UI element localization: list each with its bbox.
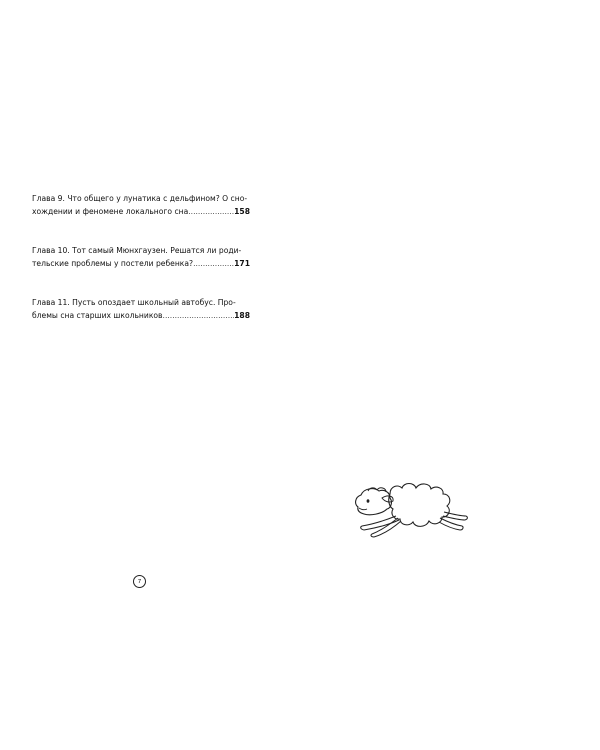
- toc-leader-dots: [188, 206, 234, 219]
- toc-page-number: 171: [234, 258, 250, 268]
- toc-entry-title: Глава 11. Пусть опоздает школьный автобус. Про-: [32, 298, 236, 307]
- toc-entry-chapter-11: [32, 297, 250, 322]
- sheep-icon: [344, 474, 470, 546]
- toc-leader-dots: [163, 310, 235, 323]
- toc-entry-chapter-10: [32, 245, 250, 270]
- toc-entry-chapter-9: [32, 193, 250, 218]
- toc-leader-dots: [193, 258, 234, 271]
- toc-entry-title-continued: хождении и феномене локального сна: [32, 206, 189, 216]
- toc-entry-title-continued: блемы сна старших школьников: [32, 310, 163, 320]
- page-number-badge: 7: [133, 575, 146, 588]
- toc-page-number: 188: [234, 310, 250, 320]
- toc-entry-title-continued: тельские проблемы у постели ребенка?: [32, 258, 194, 268]
- toc-page-number: 158: [234, 206, 250, 216]
- toc-entry-title: Глава 10. Тот самый Мюнхгаузен. Решатся ли роди-: [32, 246, 242, 255]
- toc-entry-title: Глава 9. Что общего у лунатика с дельфином? О сно-: [32, 194, 248, 203]
